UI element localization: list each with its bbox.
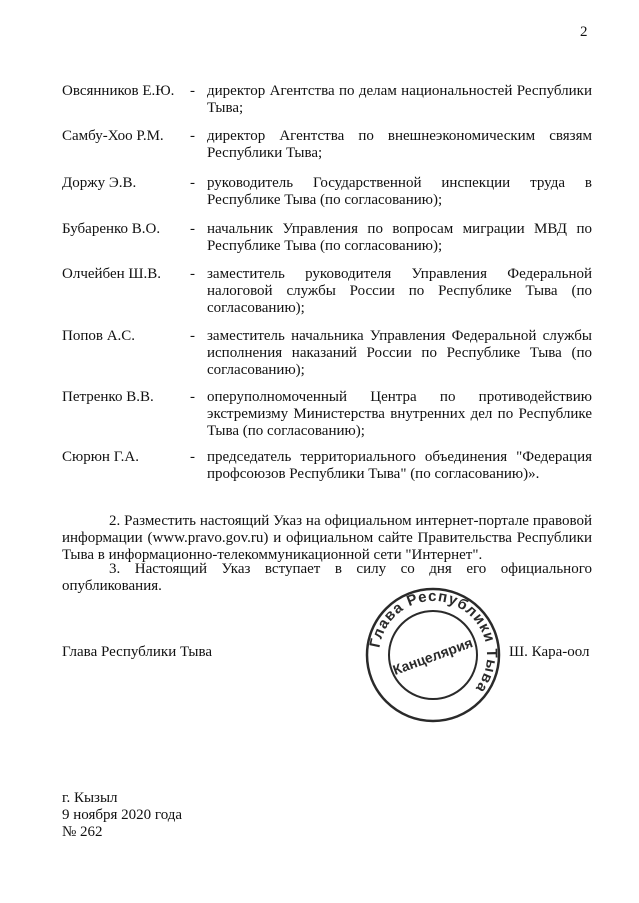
paragraph-2 bbox=[62, 513, 592, 564]
member-position: директор Агентства по внешнеэкономическим связям Республики Тыва; bbox=[207, 128, 592, 161]
member-dash: - bbox=[190, 128, 195, 144]
member-name: Олчейбен Ш.В. bbox=[62, 266, 162, 282]
member-name: Попов А.С. bbox=[62, 328, 136, 344]
member-name: Петренко В.В. bbox=[62, 389, 154, 405]
paragraph-2-text: 2. Разместить настоящий Указ на официальном интернет-портале правовой информации (www.pravo.gov.ru) и официальном сайте Правительства Республики Тыва в информационно-телекоммуникационной сети "Интернет". bbox=[62, 513, 592, 563]
page-number: 2 bbox=[580, 24, 588, 40]
member-dash: - bbox=[190, 328, 195, 344]
member-name: Сюрюн Г.А. bbox=[62, 449, 140, 465]
member-position: заместитель руководителя Управления Федеральной налоговой службы России по Республике Тыва (по согласованию); bbox=[207, 266, 592, 316]
member-position: начальник Управления по вопросам миграции МВД по Республике Тыва (по согласованию); bbox=[207, 221, 592, 254]
place: г. Кызыл bbox=[62, 790, 118, 806]
member-name: Бубаренко В.О. bbox=[62, 221, 161, 237]
member-position: руководитель Государственной инспекции труда в Республике Тыва (по согласованию); bbox=[207, 175, 592, 208]
member-dash: - bbox=[190, 449, 195, 465]
member-dash: - bbox=[190, 389, 195, 405]
member-dash: - bbox=[190, 175, 195, 191]
member-name: Самбу-Хоо Р.М. bbox=[62, 128, 164, 144]
date: 9 ноября 2020 года bbox=[62, 807, 183, 823]
member-position: председатель территориального объединения "Федерация профсоюзов Республики Тыва" (по согласованию)». bbox=[207, 449, 592, 482]
stamp-ring-text: Глава Республики Тыва bbox=[366, 587, 501, 697]
stamp-center-text: Канцелярия bbox=[390, 634, 475, 678]
document-number: № 262 bbox=[62, 824, 103, 840]
member-dash: - bbox=[190, 83, 195, 99]
member-position: оперуполномоченный Центра по противодействию экстремизму Министерства внутренних дел по Республике Тыва (по согласованию); bbox=[207, 389, 592, 439]
member-dash: - bbox=[190, 266, 195, 282]
member-name: Доржу Э.В. bbox=[62, 175, 137, 191]
signature-name: Ш. Кара-оол bbox=[509, 644, 590, 660]
member-position: директор Агентства по делам национальностей Республики Тыва; bbox=[207, 83, 592, 116]
member-name: Овсянников Е.Ю. bbox=[62, 83, 175, 99]
official-stamp bbox=[363, 585, 503, 725]
member-position: заместитель начальника Управления Федеральной службы исполнения наказаний России по Республике Тыва (по согласованию); bbox=[207, 328, 592, 378]
paragraph-3 bbox=[62, 561, 592, 595]
member-dash: - bbox=[190, 221, 195, 237]
signature-title: Глава Республики Тыва bbox=[62, 644, 213, 660]
document-footer bbox=[62, 790, 182, 841]
paragraph-3-text: 3. Настоящий Указ вступает в силу со дня его официального опубликования. bbox=[62, 561, 592, 594]
